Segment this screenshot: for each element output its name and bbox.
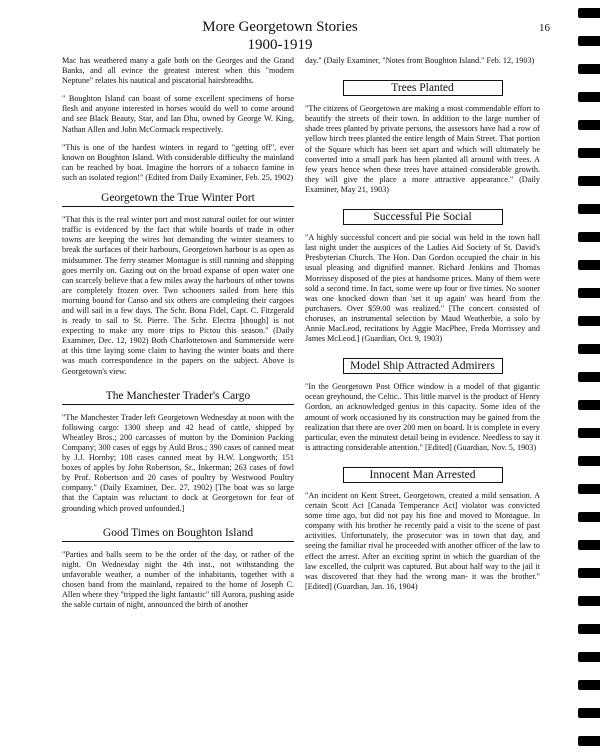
binding-tick (578, 596, 600, 606)
binding-tick (578, 204, 600, 214)
page-title: More Georgetown Stories (202, 19, 358, 35)
binding-tick (578, 64, 600, 74)
binding-tick (578, 484, 600, 494)
binding-tick (578, 120, 600, 130)
binding-tick (578, 680, 600, 690)
binding-tick (578, 736, 600, 746)
page-subtitle-years: 1900-1919 (247, 37, 313, 53)
paragraph-hard-winter: "This is one of the hardest winters in regard to "getting off", ever known on Boughton Island. With considerable difficulty the mainland can be reached by boat. Imagine the horrors of a tobacco famine in such an isolated region!" (Edited from Daily Examiner, Feb. 25, 1902) (62, 142, 294, 182)
heading-good-times: Good Times on Boughton Island (62, 528, 294, 542)
binding-tick (578, 372, 600, 382)
heading-model-ship: Model Ship Attracted Admirers (343, 358, 503, 374)
binding-tick (578, 36, 600, 46)
left-column (62, 56, 294, 618)
heading-trees-planted: Trees Planted (343, 80, 503, 96)
binding-tick (578, 540, 600, 550)
binding-tick (578, 92, 600, 102)
article-good-times: "Parties and balls seem to be the order of the day, or rather of the night. On Wednesday night the 4th inst., not withstanding the unfavorable weather, a number of the inhabitants, together with a chosen band from the mainland, repaired to the home of Joseph C. Allen where they "tripped the light fantastic" till Aurora, pushing aside the sable curtain of night, announced the birth of another (62, 549, 295, 610)
article-innocent-man: "An incident on Kent Street, Georgetown, created a mild sensation. A certain Scott Act [Canada Temperance Act] violator was convicted some time ago, but did not pay his fine and moved to Montague. In company with his brother he recently paid a visit to the scene of past activities. Unfortunately, the prosecutor was in town that day, and seeing the familiar rival he proceeded with another officer of the law to effect the arrest. After an exciting sprint in which the guardian of the law excelled, the culprit was captured. But about half way to the jail it was discovered that they had the wrong man- it was the brother." [Edited] (Guardian, Jan. 16, 1904) (305, 491, 540, 591)
binding-tick (578, 428, 600, 438)
article-pie-social: "A highly successful concert and pie social was held in the town hall last night under the auspices of the Ladies Aid Society of St. David's Presbyterian Church. The Hon. Dan Gordon occupied the chair in his usual pleasing and dignified manner. Richard Jenkins and Thomas Morrissey disposed of the pies at handsome prices. Many of them were sold a second time. In fact, some were up four or five times. No sooner was one knocked down than 'set it up again' was heard from the purchasers. Over $59.00 was realized." [The concert consisted of choruses, an instrumental selection by Maud Weatherbie, a solo by Annie MacLeod, recitations by Aggie MacPhee, Freda Morrissey and James McLeod.] (Guardian, Oct. 9, 1903) (305, 233, 540, 344)
binding-tick (578, 568, 600, 578)
right-column (305, 56, 540, 600)
binding-tick (578, 512, 600, 522)
article-trees-planted: "The citizens of Georgetown are making a most commendable effort to beautify the streets of their town. In addition to the large number of shade trees planted by private persons, the assessors have had a row of yellow birch trees planted the entire length of Main Street. That portion of the Square which has been set apart and which will ultimately be converted into a small park has been planted all around with trees. A few years hence when these trees have attained considerable growth. they will give the place a more attractive appearance." (Daily Examiner, May 21, 1903) (305, 104, 540, 194)
spiral-binding (574, 0, 600, 756)
binding-tick (578, 176, 600, 186)
binding-tick (578, 456, 600, 466)
binding-tick (578, 624, 600, 634)
binding-tick (578, 8, 600, 18)
binding-tick (578, 316, 600, 326)
article-model-ship: "In the Georgetown Post Office window is a model of that gigantic ocean greyhound, the Celtic.. This little marvel is the product of Henry Gordon, an acknowledged genius in this capacity. Some idea of the amount of work occasioned by its construction may be gained from the realization that there are over 200 men on board. It is complete in every particular, even the minutest detail being in evidence. Needless to say it is attracting considerable attention." [Edited] (Guardian, Nov. 5, 1903) (305, 382, 540, 452)
heading-pie-social: Successful Pie Social (343, 209, 503, 225)
heading-manchester-trader: The Manchester Trader's Cargo (62, 391, 294, 405)
article-manchester-trader: "The Manchester Trader left Georgetown Wednesday at noon with the following cargo: 1300 sheep and 42 head of cattle, shipped by Wheatley Bros.; 200 carcasses of mutton by the Dominion Packing Company; 300 cases of eggs by Auld Bros.; 390 cases of canned meat by J.J. Hornby; 108 cases canned meat by H.W. Longworth; 151 boxes of apples by John Robertson, Sr., Inkerman; 263 cases of fowl by Prof. Robertson and 20 cases of poultry by Westwood Poultry company." (Daily Examiner, Dec. 27, 1902) [The boat was so large that the Captain was reluctant to dock at Georgetown for fear of grounding which proved unfounded.] (62, 412, 294, 513)
article-winter-port: "That this is the real winter port and most natural outlet for our winter traffic is evidenced by the fact that while boards of trade in other towns are keeping the wires hot demanding the winter steamers to break the surfaces of their harbours, Georgetown harbour is as open as midsummer. The ferry steamer Montague is still running and shipping goes merrily on. Gazing out on the broad expanse of open water one can scarcely believe that a few miles away the harbours of other towns are completely frozen over. Two schooners sailed from here this morning bound for Canso and six others are completing their cargoes and will sail in a few days. The Schr. Bona Fidel, Capt. C. Fitzgerald is ready to sail to St. Pierre. The Schr. Electra [though] is not expecting to make any more trips to Pictou this season." (Daily Examiner, Dec. 12, 1902) Both Charlottetown and Summerside were at this time laying some claim to having the winter boats and there was much correspondence in the papers on the subject. Above is Georgetown's view. (62, 215, 294, 376)
heading-innocent-man: Innocent Man Arrested (343, 467, 503, 483)
binding-tick (578, 400, 600, 410)
binding-tick (578, 652, 600, 662)
binding-tick (578, 232, 600, 242)
paragraph-continuation: day." (Daily Examiner, "Notes from Boughton Island." Feb. 12, 1903) (305, 56, 535, 65)
binding-tick (578, 260, 600, 270)
paragraph-horses: " Boughton Island can boast of some excellent specimens of horse flesh and anyone interested in horses would do well to come around and see Black Beauty, Star, and Ian Dhu, owned by George W. King, Nathan Allen and John McCormack respectively. (62, 94, 294, 134)
binding-tick (578, 708, 600, 718)
heading-winter-port: Georgetown the True Winter Port (62, 193, 294, 207)
paragraph-neptune: Mac has weathered many a gale both on the Georges and the Grand Banks, and all evince the greatest interest when this "modern Neptune" relates his nautical and piscatorial hairsbreadths. (62, 56, 294, 86)
binding-tick (578, 288, 600, 298)
binding-tick (578, 148, 600, 158)
page-header (0, 18, 560, 54)
page-number: 16 (539, 22, 550, 34)
binding-tick (578, 344, 600, 354)
